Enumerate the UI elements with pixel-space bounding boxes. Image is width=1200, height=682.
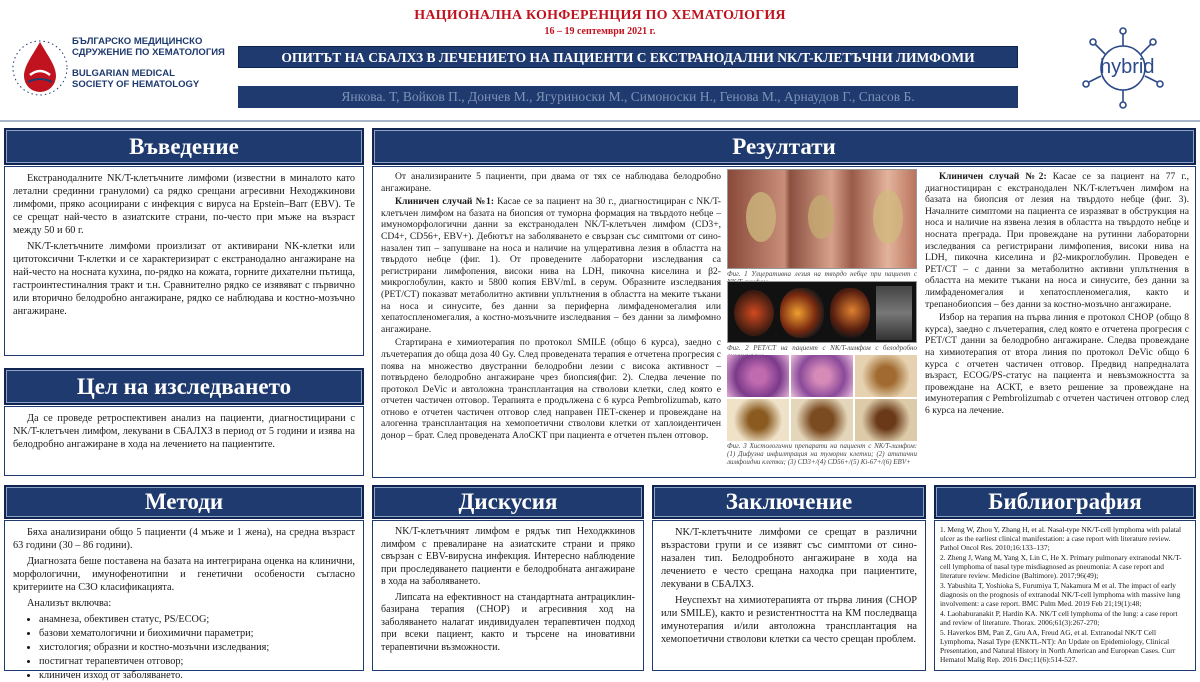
bibliography-box — [934, 520, 1196, 671]
bmsh-logo — [10, 30, 225, 105]
figure-3-caption: Фиг. 3 Хистологични препарати на пациент с NK/T-лимфом: (1) Дифузна инфилтрация на туморни клетки; (2) атипични лимфоидни клетки; (3) CD3+/(4) CD56+/(5) Ki-67+/(6) EBV+ — [727, 442, 917, 466]
hybrid-logo — [1075, 22, 1170, 117]
case-1-treatment: Стартирана е химиотерапия по протокол SMILE (общо 6 курса), заедно с лъчетерапия до обща доза 40 Gy. След проведената терапия е отчетена прогресия с поява на множество двустранни белодробни лезии с висока активност – потвърдено белодробно ангажиране чрез биопсия(фиг. 2). Следва лечение по протокол DeVic и автоложна трансплантация на стволови клетки, след която е отчетен частичен отговор. Терапията е продължена с 6 курса Pembrolizumab, като отново е отчетен частичен отговор след направен ПЕТ-скенер и провеждане на алогенна трансплантация на хемопоетични стволови клетки от хаплоидентичен донор – брат. След проведената АлоСКТ при пациента е отчетен пълен отговор. — [381, 337, 722, 442]
discussion-paragraph-2: Липсата на ефективност на стандартната антрациклин-базирана терапия (CHOP) и агресивния ход на заболяването налагат индивидуален терапевтичен подход при всеки пациент, както и търсене на иновативни терапевтични възможности. — [381, 591, 635, 653]
figure-3-histology — [727, 355, 917, 441]
reference-item: 1. Meng W, Zhou Y, Zhang H, et al. Nasal-type NK/T-cell lymphoma with palatal ulcer as the earliest clinical manifestation: a case report with literature review. Pathol Oncol Res. 2010;16:133–137; — [940, 525, 1182, 552]
conclusion-paragraph-2: Неуспехът на химиотерапията от първа линия (CHOP или SMILE), както и резистентността на КМ последваща имунотерапия и/или автоложна трансплантация на хемопоетични стволови клетки са често срещан проблем. — [661, 595, 917, 645]
figure-2-caption: Фиг. 2 PET/CT на пациент с NK/T-лимфом с белодробно — [727, 344, 917, 352]
methods-heading: Методи — [4, 485, 364, 519]
results-col-1 — [381, 171, 721, 444]
results-box — [372, 166, 1196, 478]
discussion-heading: Дискусия — [372, 485, 644, 519]
intro-paragraph-2: NK/T-клетъчните лимфоми произлизат от активирани NK-клетки или цитотоксични T-клетки и се характеризират с екстранодално ангажиране на най-често на носната кухина, по-рядко на кожата, горните дихателни пътища, гастроинтестиналния тракт и т.н. Сравнително рядко се изявяват с първично или вторично белодробно ангажиране, рядко се наблюдава и костно-мозъчно ангажиране. — [13, 241, 355, 317]
case-2-text: Касае се за пациент на 77 г., диагностициран с екстранодален NK/T-клетъчен лимфом на базата на биопсия от лезия на твърдото небце (фиг. 3). Началните симптоми на пациента се изразяват в обструкция на носа и наличие на язвена лезия в областта на твърдото небце и носната преграда. При провеждане на рутинни лабораторни изследвания са регистрирани лимфопения, високи нива на LDH, пикочна киселина и β2-микроглобулин. Проведен е PET/CT – с данни за метаболитно активни уплътнения в областта на меките тъкани на носа и синусите, без данни за лимфаденомегалия и хепатоспленомегалия, както и трепанобиопсия – без данни за костно-мозъчно ангажиране. — [925, 171, 1189, 310]
case-2-label: Клиничен случай №2: — [939, 171, 1047, 182]
reference-item: 2. Zheng J, Wang M, Yang X, Lin C, He X. Primary pulmonary extranodal NK/T-cell lymphoma of nasal type misdiagnosed as pneumonia: A case report and literature review. Medicine (Baltimore). 2017;96(49); — [940, 553, 1182, 580]
blood-drop-icon — [10, 30, 70, 100]
bibliography-heading: Библиография — [934, 485, 1196, 519]
poster-title: ОПИТЪТ НА СБАЛХЗ В ЛЕЧЕНИЕТО НА ПАЦИЕНТИ С ЕКСТРАНОДАЛНИ NK/T-КЛЕТЪЧНИ ЛИМФОМИ — [238, 46, 1018, 68]
conclusion-heading: Заключение — [652, 485, 926, 519]
aim-heading: Цел на изследването — [4, 368, 364, 405]
intro-box — [4, 166, 364, 356]
reference-item: 5. Haverkos BM, Pan Z, Gru AA, Freud AG, et al. Extranodal NK/T Cell Lymphoma, Nasal Type (ENKTL-NT): An Update on Epidemiology, Clinical Presentation, and Natural History in North American and European Cases. Curr Hematol Malig Rep. 2016 Dec;11(6):514-527. — [940, 628, 1176, 664]
figure-1-caption: Фиг. 1 Улцеративна лезия на твърдо небце при пациент с — [727, 270, 917, 278]
case-2-paragraph — [925, 171, 1189, 310]
conclusion-box — [652, 520, 926, 671]
aim-box — [4, 406, 364, 476]
discussion-box — [372, 520, 644, 671]
methods-box — [4, 520, 364, 681]
methods-paragraph-2: Диагнозата беше поставена на базата на интегрирана оценка на клинични, морфологични, имунофенотипни и генетични особености съгласно критериите на СЗО класификацията. — [13, 556, 355, 593]
header-divider — [0, 120, 1200, 122]
case-2-treatment: Избор на терапия на първа линия е протокол CHOP (общо 8 курса), заедно с лъчетерапия, след която е отчетена прогресия с PET/CT данни за белодробно ангажиране. Следва провеждане на химиотерапия от втора линия по протокол DeVic общо 6 курса с отчетен частичен отговор. Предвид напредналата възраст, ECOG/PS-статус на пациента и невъзможността за провеждане на АСКТ, е взето решение за провеждане на имунотерапия с Pembrolizumab с отчетен частичен отговор след 6 курса на лечение. — [925, 312, 1189, 416]
results-heading: Резултати — [372, 128, 1196, 165]
logo-line-3: BULGARIAN MEDICAL — [72, 68, 175, 79]
logo-line-1: БЪЛГАРСКО МЕДИЦИНСКО — [72, 36, 203, 47]
methods-list — [39, 613, 355, 682]
methods-paragraph-1: Бяха анализирани общо 5 пациенти (4 мъже и 1 жена), на средна възраст 63 години (30 – 86 години). — [13, 527, 355, 551]
list-item: • клиничен изход от заболяването. — [39, 669, 355, 682]
bibliography-list — [940, 525, 1190, 664]
intro-paragraph-1: Екстранодалните NK/T-клетъчните лимфоми (известни в миналото като летални срединни грануломи) са рядко срещани агресивни Неходжкинови лимфоми, пряко асоциирани с инфекция с вируса на Epstein–Barr (EBV). Те се срещат най-често в азиатските страни, по-често при мъже на възраст между 50 и 60 г. — [13, 173, 355, 236]
reference-item: 3. Yabushita T, Yoshioka S, Furumiya T, Nakamura M et al. The impact of early diagnosis on the prognosis of extranodal NK/T-cell lymphoma with massive lung involvement: a case report. BMC Pulm Med. 2019 Feb 21;19(1):48; — [940, 581, 1181, 608]
intro-heading: Въведение — [4, 128, 364, 165]
conference-title: НАЦИОНАЛНА КОНФЕРЕНЦИЯ ПО ХЕМАТОЛОГИЯ — [414, 8, 786, 23]
reference-item: 4. Laohaburanakit P, Hardin KA. NK/T cell lymphoma of the lung: a case report and review of literature. Thorax. 2006;61(3):267-270; — [940, 609, 1178, 627]
results-intro: От анализираните 5 пациенти, при двама от тях се наблюдава белодробно ангажиране. — [381, 171, 721, 194]
list-item: • анамнеза, обективен статус, PS/ECOG; — [39, 613, 355, 626]
list-item: • хистология; образни и костно-мозъчни изследвания; — [39, 641, 355, 654]
case-1-label: Клиничен случай №1: — [395, 196, 495, 208]
hybrid-label: hybrid — [1100, 56, 1155, 78]
conclusion-paragraph-1: NK/T-клетъчните лимфоми се срещат в различни възрастови групи и се изявят със симптоми от сино-назален тип. Белодробното ангажиране в хода на лечението е често срещана находка при пациентите, лекувани в СБАЛХЗ. — [661, 527, 917, 590]
authors-line: Янкова. Т, Войков П., Дончев М., Ягуриноски М., Симоноски Н., Генова М., Арнаудов Г., Спасов Б. — [238, 86, 1018, 108]
methods-paragraph-3: Анализът включва: — [27, 598, 112, 609]
list-item: • базови хематологични и биохимични параметри; — [39, 627, 355, 640]
figure-1-palate-photos — [727, 169, 917, 269]
results-col-3 — [925, 171, 1189, 418]
conference-dates: 16 – 19 септември 2021 г. — [544, 26, 656, 37]
discussion-paragraph-1: NK/T-клетъчният лимфом е рядък тип Неходжкинов лимфом с превалиране на азиатските страни и пряко свързан с EBV-вирусна инфекция. Интересно наблюдение при проследяването пациенти е белодробната ангажиране в хода на заболяването. — [381, 526, 635, 587]
aim-paragraph: Да се проведе ретроспективен анализ на пациенти, диагностицирани с NK/T-клетъчен лимфом, лекувани в СБАЛХЗ в период от 5 години и изява на белодробно ангажиране в хода на лечението на пациентите. — [13, 413, 355, 450]
list-item: • постигнат терапевтичен отговор; — [39, 655, 355, 668]
logo-line-2: СДРУЖЕНИЕ ПО ХЕМАТОЛОГИЯ — [72, 47, 225, 58]
case-1-paragraph — [381, 196, 721, 335]
logo-line-4: SOCIETY OF HEMATOLOGY — [72, 79, 200, 90]
figure-2-pet-ct — [727, 281, 917, 343]
case-1-text: Касае се за пациент на 30 г., диагностициран с NK/T-клетъчен лимфом на базата на биопсия от туморна формация на твърдото небце – имуноморфологични данни за екстранодален NK/T-клетъчен лимфом (CD3+, CD4+, CD56+, EBV+). Дебютът на заболяването е свързан със симптоми от сино-назален тип – запушване на носа и наличие на улцеративна лезия в областта на твърдото небце (фиг. 1). От проведените лабораторни изследвания са регистрирани лимфопения, високи нива на LDH, пикочна киселина и β2-микроглобулин, както и 5800 копия EBV/mL в серум. Образните изследвания (PET/CT) показват метаболитно активни уплътнения в областта на меките тъкани на носа и синусите, без данни за периферна лимфаденомегалия или хепатоспленомегалия, а костно-мозъчните изследвания – без данни за лимфомно ангажиране. — [381, 196, 721, 335]
figures-column — [727, 169, 917, 473]
